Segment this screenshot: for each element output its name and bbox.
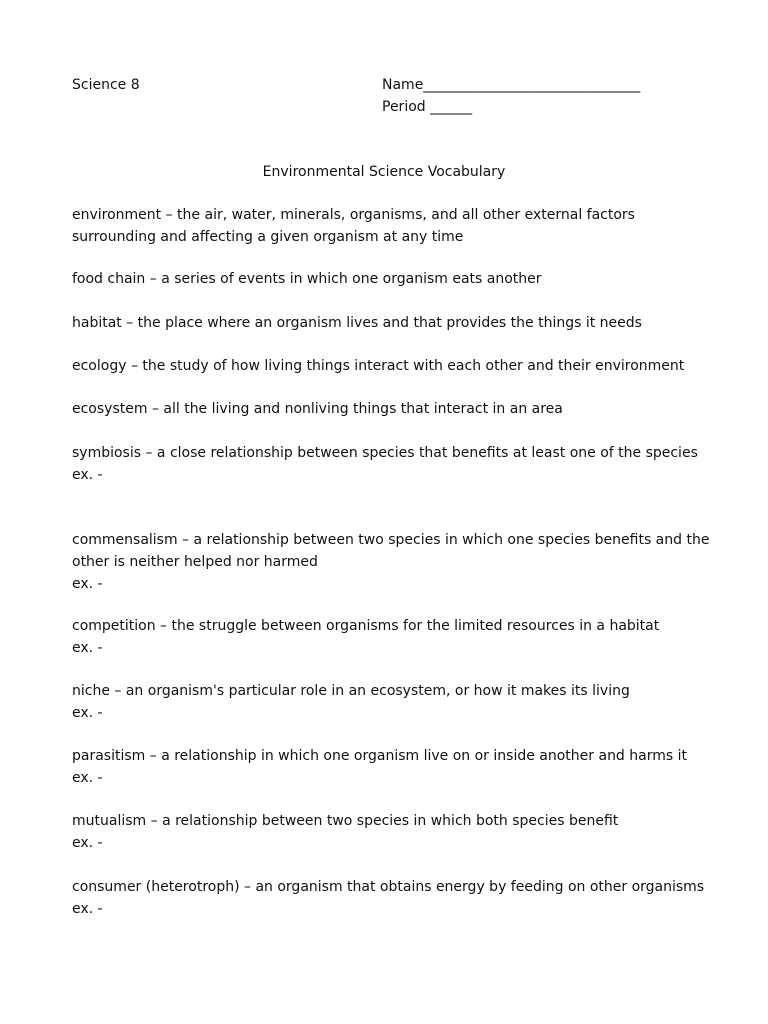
vocab-entry-competition [72, 615, 712, 659]
definition-text: parasitism – a relationship in which one organism live on or inside another and harms it [72, 748, 687, 764]
example-line: ex. - [72, 576, 103, 592]
definition-text: ecology – the study of how living things interact with each other and their environment [72, 358, 685, 374]
vocab-entry-niche [72, 680, 712, 724]
example-line: ex. - [72, 770, 103, 786]
vocab-entry-commensalism [72, 529, 712, 595]
vocab-entry-ecosystem [72, 398, 712, 420]
definition-text: competition – the struggle between organisms for the limited resources in a habitat [72, 618, 660, 634]
definition-text: niche – an organism's particular role in an ecosystem, or how it makes its living [72, 683, 630, 699]
definition-text: commensalism – a relationship between two species in which one species benefits and the other is neither helped nor harmed [72, 532, 710, 570]
vocab-entry-mutualism [72, 810, 712, 854]
definition-text: food chain – a series of events in which one organism eats another [72, 271, 542, 287]
example-line: ex. - [72, 640, 103, 656]
example-line: ex. - [72, 901, 103, 917]
vocab-entry-parasitism [72, 745, 712, 789]
definition-text: mutualism – a relationship between two species in which both species benefit [72, 813, 619, 829]
vocab-entry-food-chain [72, 268, 712, 290]
vocab-entry-symbiosis [72, 442, 712, 486]
name-field: Name_______________________________ [382, 77, 641, 93]
vocab-entry-environment [72, 204, 712, 248]
example-line: ex. - [72, 835, 103, 851]
period-field: Period ______ [382, 99, 473, 115]
vocab-entry-ecology [72, 355, 712, 377]
page-title: Environmental Science Vocabulary [262, 164, 506, 180]
definition-text: symbiosis – a close relationship between species that benefits at least one of the species [72, 445, 698, 461]
definition-text: consumer (heterotroph) – an organism that obtains energy by feeding on other organisms [72, 879, 705, 895]
example-line: ex. - [72, 467, 103, 483]
example-line: ex. - [72, 705, 103, 721]
vocab-entry-habitat [72, 312, 712, 334]
class-name: Science 8 [72, 77, 140, 93]
definition-text: environment – the air, water, minerals, organisms, and all other external factors surrounding and affecting a given organism at any time [72, 207, 635, 245]
definition-text: habitat – the place where an organism lives and that provides the things it needs [72, 315, 642, 331]
definition-text: ecosystem – all the living and nonliving things that interact in an area [72, 401, 563, 417]
vocab-entry-consumer [72, 876, 712, 920]
